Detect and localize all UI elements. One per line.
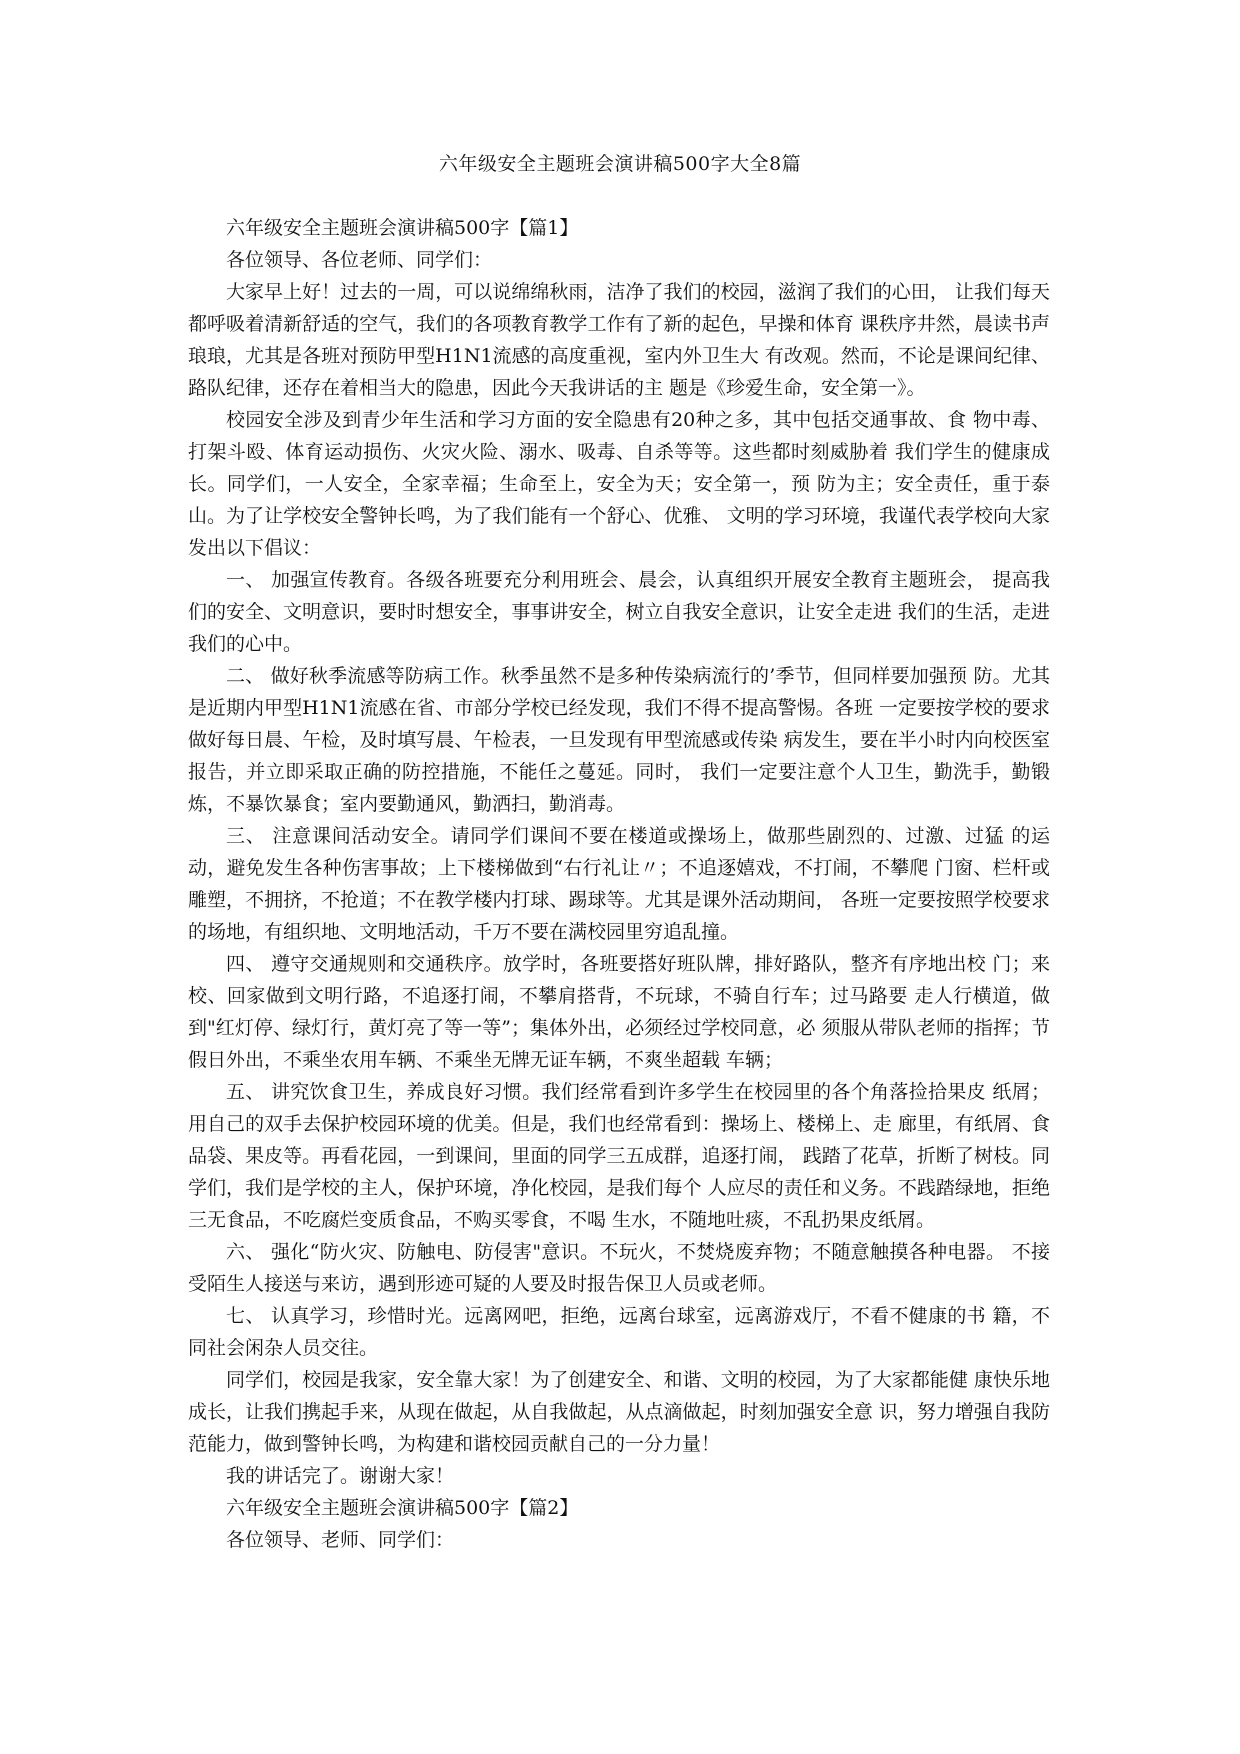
paragraph-item-5: 五、 讲究饮食卫生，养成良好习惯。我们经常看到许多学生在校园里的各个角落捡拾果皮 纸屑；用自己的双手去保护校园环境的优美。但是，我们也经常看到：操场上、楼梯上、走 廊里，有纸屑、食品袋、果皮等。再看花园，一到课间，里面的同学三五成群，追逐打闹， 践踏了花草，折断了树枝。同学们，我们是学校的主人，保护环境，净化校园，是我们每个 人应尽的责任和义务。不践踏绿地，拒绝三无食品，不吃腐烂变质食品，不购买零食，不喝 生水，不随地吐痰，不乱扔果皮纸屑。 — [188, 1081, 1050, 1231]
paragraph-item-4: 四、 遵守交通规则和交通秩序。放学时，各班要搭好班队牌，排好路队，整齐有序地出校 门；来校、回家做到文明行路，不追逐打闹，不攀肩搭背，不玩球，不骑自行车；过马路要 走人行横道，做到"红灯停、绿灯行，黄灯亮了等一等”；集体外出，必须经过学校同意，必 须服从带队老师的指挥；节假日外出，不乘坐农用车辆、不乘坐无牌无证车辆，不爽坐超载 车辆； — [188, 953, 1050, 1071]
document-title: 六年级安全主题班会演讲稿500字大全8篇 — [438, 153, 802, 175]
document-body — [188, 212, 1050, 1556]
section-heading-1: 六年级安全主题班会演讲稿500字【篇1】 — [226, 217, 579, 239]
salutation: 各位领导、各位老师、同学们： — [226, 249, 493, 271]
paragraph: 大家早上好！过去的一周，可以说绵绵秋雨，洁净了我们的校园，滋润了我们的心田， 让我们每天都呼吸着清新舒适的空气，我们的各项教育教学工作有了新的起色，早操和体育 课秩序井然，晨读书声琅琅，尤其是各班对预防甲型H1N1流感的高度重视，室内外卫生大 有改观。然而，不论是课间纪律、路队纪律，还存在着相当大的隐患，因此今天我讲话的主 题是《珍爱生命，安全第一》。 — [188, 281, 1050, 399]
paragraph-item-7: 七、 认真学习，珍惜时光。远离网吧，拒绝，远离台球室，远离游戏厅，不看不健康的书 籍，不同社会闲杂人员交往。 — [188, 1305, 1050, 1359]
paragraph-item-6: 六、 强化“防火灾、防触电、防侵害"意识。不玩火，不焚烧废弃物；不随意触摸各种电器。 不接受陌生人接送与来访，遇到形迹可疑的人要及时报告保卫人员或老师。 — [188, 1241, 1050, 1295]
paragraph-item-3: 三、 注意课间活动安全。请同学们课间不要在楼道或操场上，做那些剧烈的、过激、过猛 的运动，避免发生各种伤害事故；上下楼梯做到“右行礼让〃；不追逐嬉戏，不打闹，不攀爬 门窗、栏杆或雕塑，不拥挤，不抢道；不在教学楼内打球、踢球等。尤其是课外活动期间， 各班一定要按照学校要求的场地，有组织地、文明地活动，千万不要在满校园里穷追乱撞。 — [188, 825, 1050, 943]
paragraph: 校园安全涉及到青少年生活和学习方面的安全隐患有20种之多，其中包括交通事故、食 物中毒、打架斗殴、体育运动损伤、火灾火险、溺水、吸毒、自杀等等。这些都时刻威胁着 我们学生的健康成长。同学们，一人安全，全家幸福；生命至上，安全为天；安全第一，预 防为主；安全责任，重于泰山。为了让学校安全警钟长鸣，为了我们能有一个舒心、优雅、 文明的学习环境，我谨代表学校向大家发出以下倡议： — [188, 409, 1050, 559]
paragraph-item-2: 二、 做好秋季流感等防病工作。秋季虽然不是多种传染病流行的’季节，但同样要加强预 防。尤其是近期内甲型H1N1流感在省、市部分学校已经发现，我们不得不提高警惕。各班 一定要按学校的要求做好每日晨、午检，及时填写晨、午检表，一旦发现有甲型流感或传染 病发生，要在半小时内向校医室报告，并立即采取正确的防控措施，不能任之蔓延。同时， 我们一定要注意个人卫生，勤洗手，勤锻炼，不暴饮暴食；室内要勤通风，勤洒扫，勤消毒。 — [188, 665, 1050, 815]
paragraph: 同学们，校园是我家，安全靠大家！为了创建安全、和谐、文明的校园，为了大家都能健 康快乐地成长，让我们携起手来，从现在做起，从自我做起，从点滴做起，时刻加强安全意 识，努力增强自我防范能力，做到警钟长鸣，为构建和谐校园贡献自己的一分力量！ — [188, 1369, 1050, 1455]
closing-line: 我的讲话完了。谢谢大家！ — [226, 1465, 455, 1487]
salutation: 各位领导、老师、同学们： — [226, 1529, 455, 1551]
paragraph-item-1: 一、 加强宣传教育。各级各班要充分利用班会、晨会，认真组织开展安全教育主题班会， 提高我们的安全、文明意识，要时时想安全，事事讲安全，树立自我安全意识，让安全走进 我们的生活，走进我们的心中。 — [188, 569, 1050, 655]
section-heading-2: 六年级安全主题班会演讲稿500字【篇2】 — [226, 1497, 579, 1519]
